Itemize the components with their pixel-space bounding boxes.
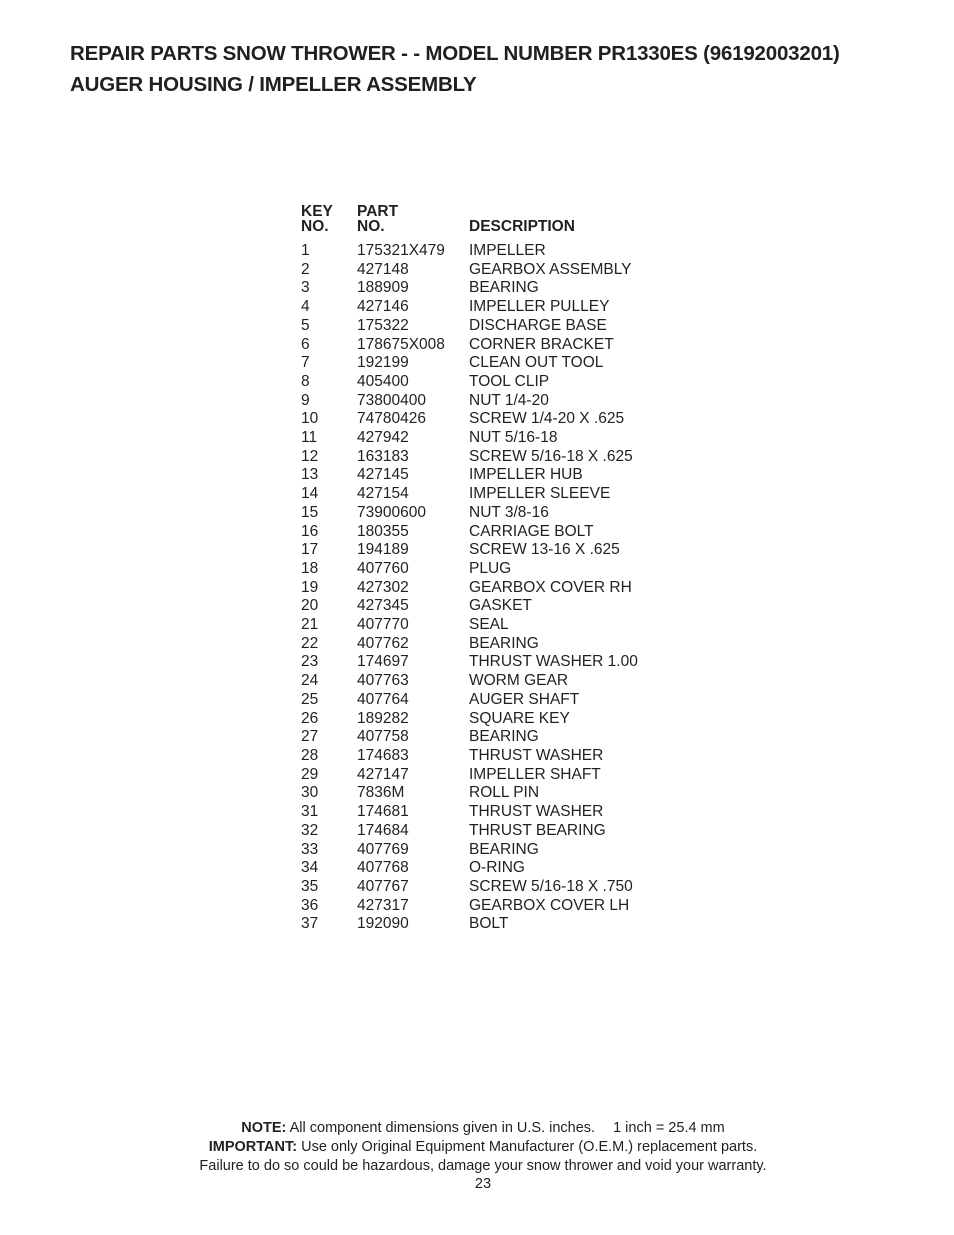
description-cell: TOOL CLIP [469, 372, 550, 390]
key-no-cell: 10 [301, 410, 319, 428]
table-row [301, 523, 689, 542]
part-no-cell: 192090 [357, 915, 409, 933]
key-no-cell: 21 [301, 616, 319, 634]
key-no-cell: 11 [301, 429, 318, 447]
part-no-cell: 175321X479 [357, 242, 445, 259]
part-no-cell: 427302 [357, 578, 409, 596]
key-no-cell: 30 [301, 784, 319, 802]
key-no-cell: 19 [301, 578, 319, 596]
footer-note [0, 1119, 954, 1138]
table-row [301, 672, 689, 691]
key-no-cell: 12 [301, 447, 319, 465]
key-no-cell: 33 [301, 840, 319, 858]
description-cell: BEARING [469, 840, 539, 858]
table-row [301, 784, 689, 803]
key-no-cell: 35 [301, 877, 319, 895]
note-label: NOTE: [241, 1120, 287, 1136]
key-no-cell: 24 [301, 672, 319, 690]
part-no-cell: 174684 [357, 821, 409, 839]
part-no-cell: 178675X008 [357, 335, 445, 353]
part-no-cell: 407758 [357, 728, 409, 746]
table-row [301, 747, 689, 766]
description-cell: GEARBOX COVER RH [469, 578, 632, 596]
table-row [301, 822, 689, 841]
part-no-cell: 427148 [357, 260, 409, 278]
key-no-cell: 27 [301, 728, 319, 746]
page-header [70, 38, 930, 100]
note-conversion: 1 inch = 25.4 mm [613, 1120, 725, 1136]
page-footer [0, 1119, 954, 1194]
table-row [301, 579, 689, 598]
header-key-no [301, 204, 357, 242]
part-no-cell: 427147 [357, 765, 409, 783]
header-part-no [357, 204, 469, 242]
table-row [301, 336, 689, 355]
part-no-cell: 427154 [357, 485, 409, 503]
part-no-cell: 174681 [357, 803, 409, 821]
table-row [301, 541, 689, 560]
table-row [301, 317, 689, 336]
note-text: All component dimensions given in U.S. inches. [289, 1120, 596, 1136]
key-no-cell: 29 [301, 765, 319, 783]
table-row [301, 298, 689, 317]
header-key-line2: NO. [301, 218, 329, 235]
description-cell: IMPELLER [469, 242, 546, 259]
key-no-cell: 15 [301, 503, 319, 521]
key-no-cell: 3 [301, 279, 310, 297]
table-row [301, 841, 689, 860]
header-description: DESCRIPTION [469, 218, 575, 235]
part-no-cell: 407763 [357, 672, 409, 690]
footer-important [0, 1138, 954, 1157]
key-no-cell: 32 [301, 821, 319, 839]
key-no-cell: 22 [301, 634, 319, 652]
key-no-cell: 9 [301, 391, 310, 409]
key-no-cell: 14 [301, 485, 319, 503]
description-cell: BEARING [469, 279, 539, 297]
table-row [301, 560, 689, 579]
part-no-cell: 180355 [357, 522, 409, 540]
part-no-cell: 73900600 [357, 503, 426, 521]
description-cell: IMPELLER HUB [469, 466, 583, 484]
description-cell: SCREW 1/4-20 X .625 [469, 410, 625, 428]
part-no-cell: 175322 [357, 316, 409, 334]
key-no-cell: 23 [301, 653, 319, 671]
key-no-cell: 36 [301, 896, 319, 914]
table-row [301, 373, 689, 392]
description-cell: NUT 5/16-18 [469, 429, 558, 447]
description-cell: CLEAN OUT TOOL [469, 354, 604, 372]
table-row [301, 616, 689, 635]
description-cell: IMPELLER SHAFT [469, 765, 601, 783]
part-no-cell: 407769 [357, 840, 409, 858]
key-no-cell: 1 [301, 242, 310, 259]
part-no-cell: 192199 [357, 354, 409, 372]
table-row [301, 354, 689, 373]
part-no-cell: 174697 [357, 653, 409, 671]
description-cell: THRUST BEARING [469, 821, 606, 839]
key-no-cell: 13 [301, 466, 319, 484]
part-no-cell: 427145 [357, 466, 409, 484]
page-title: REPAIR PARTS SNOW THROWER - - MODEL NUMBER PR1330ES (96192003201) [70, 42, 840, 65]
table-row [301, 691, 689, 710]
description-cell: SEAL [469, 616, 509, 634]
description-cell: NUT 3/8-16 [469, 503, 549, 521]
part-no-cell: 427345 [357, 597, 409, 615]
table-row [301, 803, 689, 822]
part-no-cell: 174683 [357, 746, 409, 764]
table-row [301, 878, 689, 897]
description-cell: THRUST WASHER [469, 803, 604, 821]
key-no-cell: 16 [301, 522, 319, 540]
table-row [301, 485, 689, 504]
table-row [301, 448, 689, 467]
table-row [301, 429, 689, 448]
table-row [301, 504, 689, 523]
description-cell: BEARING [469, 728, 539, 746]
key-no-cell: 18 [301, 559, 319, 577]
key-no-cell: 17 [301, 541, 319, 559]
part-no-cell: 427317 [357, 896, 409, 914]
description-cell: O-RING [469, 859, 525, 877]
key-no-cell: 34 [301, 859, 319, 877]
table-row [301, 466, 689, 485]
part-no-cell: 427146 [357, 298, 409, 316]
description-cell: NUT 1/4-20 [469, 391, 549, 409]
table-row [301, 859, 689, 878]
key-no-cell: 6 [301, 335, 310, 353]
part-no-cell: 163183 [357, 447, 409, 465]
part-no-cell: 407764 [357, 690, 409, 708]
description-cell: BOLT [469, 915, 509, 933]
table-row [301, 392, 689, 411]
description-cell: SQUARE KEY [469, 709, 570, 727]
part-no-cell: 407768 [357, 859, 409, 877]
description-cell: IMPELLER SLEEVE [469, 485, 611, 503]
part-no-cell: 73800400 [357, 391, 426, 409]
key-no-cell: 28 [301, 746, 319, 764]
description-cell: SCREW 5/16-18 X .625 [469, 447, 633, 465]
part-no-cell: 189282 [357, 709, 409, 727]
key-no-cell: 20 [301, 597, 319, 615]
key-no-cell: 4 [301, 298, 310, 316]
part-no-cell: 405400 [357, 372, 409, 390]
table-row [301, 710, 689, 729]
part-no-cell: 407762 [357, 634, 409, 652]
description-cell: CORNER BRACKET [469, 335, 614, 353]
key-no-cell: 8 [301, 372, 310, 390]
table-row [301, 279, 689, 298]
table-row [301, 766, 689, 785]
description-cell: SCREW 5/16-18 X .750 [469, 877, 633, 895]
description-cell: IMPELLER PULLEY [469, 298, 610, 316]
header-key-line1: KEY [301, 203, 333, 220]
key-no-cell: 2 [301, 260, 310, 278]
table-row [301, 897, 689, 916]
description-cell: SCREW 13-16 X .625 [469, 541, 620, 559]
description-cell: THRUST WASHER [469, 746, 604, 764]
table-row [301, 261, 689, 280]
part-no-cell: 74780426 [357, 410, 426, 428]
part-no-cell: 427942 [357, 429, 409, 447]
key-no-cell: 5 [301, 316, 310, 334]
key-no-cell: 25 [301, 690, 319, 708]
description-cell: GEARBOX COVER LH [469, 896, 630, 914]
description-cell: GASKET [469, 597, 532, 615]
part-no-cell: 194189 [357, 541, 409, 559]
description-cell: ROLL PIN [469, 784, 540, 802]
key-no-cell: 31 [301, 803, 319, 821]
description-cell: THRUST WASHER 1.00 [469, 653, 638, 671]
important-label: IMPORTANT: [208, 1138, 298, 1155]
table-row [301, 242, 689, 261]
part-no-cell: 407760 [357, 559, 409, 577]
description-cell: AUGER SHAFT [469, 690, 580, 708]
part-no-cell: 407770 [357, 616, 409, 634]
header-part-line1: PART [357, 203, 399, 220]
key-no-cell: 7 [301, 354, 310, 372]
table-row [301, 728, 689, 747]
page-number: 23 [474, 1176, 492, 1193]
table-row [301, 915, 689, 934]
table-row [301, 597, 689, 616]
parts-table [301, 204, 689, 934]
table-row [301, 410, 689, 429]
description-cell: CARRIAGE BOLT [469, 522, 594, 540]
header-part-line2: NO. [357, 218, 385, 235]
table-header-row [301, 204, 689, 242]
description-cell: BEARING [469, 634, 539, 652]
important-text: Use only Original Equipment Manufacturer (O.E.M.) replacement parts. [301, 1138, 758, 1155]
key-no-cell: 37 [301, 915, 319, 933]
table-row [301, 635, 689, 654]
part-no-cell: 188909 [357, 279, 409, 297]
table-row [301, 653, 689, 672]
part-no-cell: 407767 [357, 877, 409, 895]
parts-table-body [301, 242, 689, 934]
description-cell: DISCHARGE BASE [469, 316, 607, 334]
description-cell: GEARBOX ASSEMBLY [469, 260, 632, 278]
section-title: AUGER HOUSING / IMPELLER ASSEMBLY [70, 73, 477, 96]
footer-warning: Failure to do so could be hazardous, damage your snow thrower and void your warranty. [199, 1157, 767, 1174]
key-no-cell: 26 [301, 709, 319, 727]
description-cell: PLUG [469, 559, 512, 577]
description-cell: WORM GEAR [469, 672, 569, 690]
part-no-cell: 7836M [357, 784, 405, 802]
